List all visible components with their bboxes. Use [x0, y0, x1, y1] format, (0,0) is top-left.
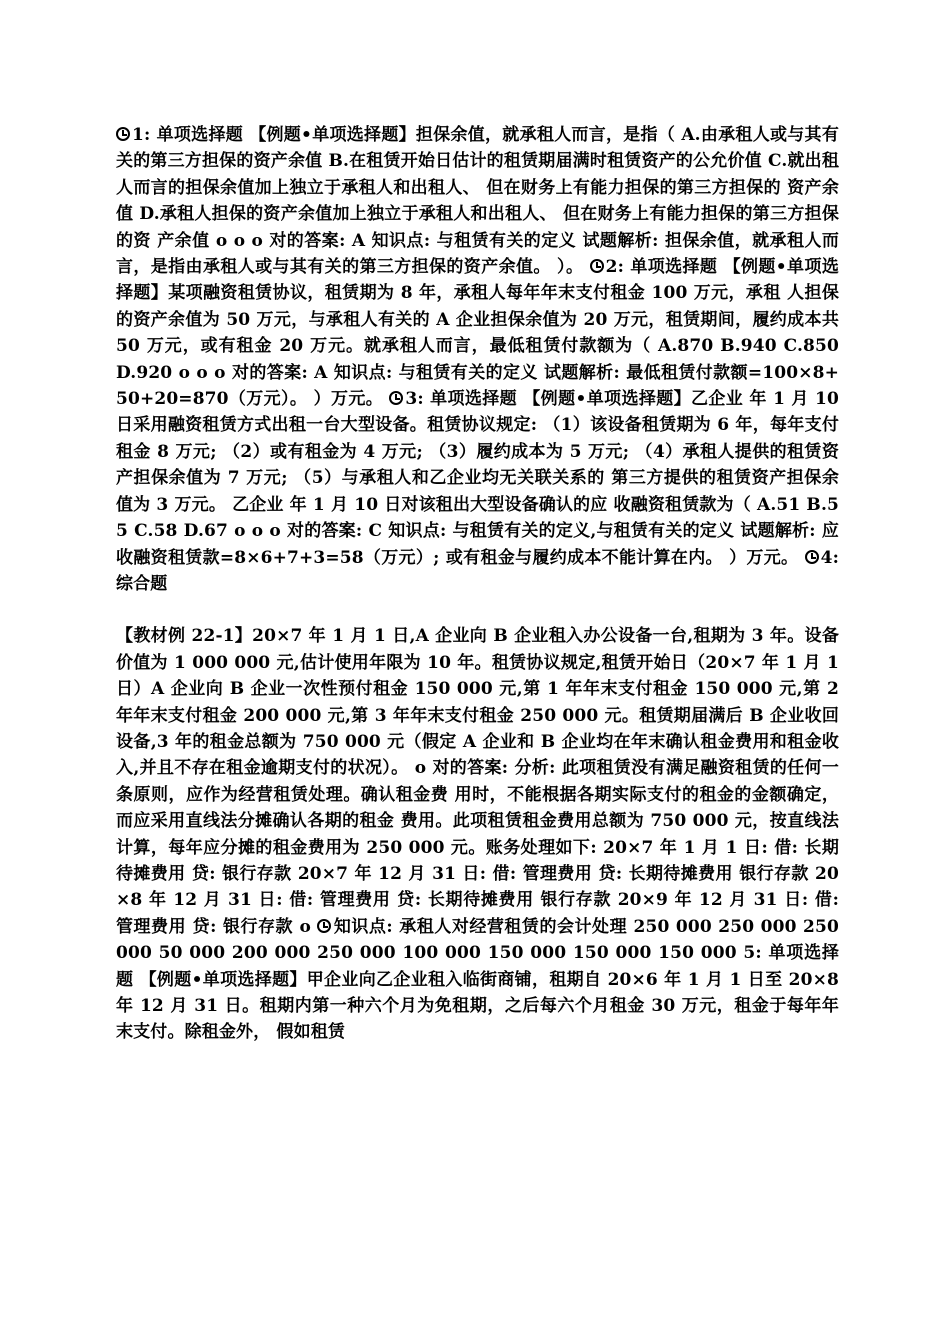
example-answer-and-question-5: 知识点: 承租人对经营租赁的会计处理 250 000 250 000 250 000 50 000 200 000 250 000 100 000 150 000 150 000 150 000 5: 单项选择题 【例题•单项选择题】甲企业向乙企业租入临街商铺，租期自 20×6 年 1 月 1 日至 20×8 年 12 月 31 日。租期内第一种六个月为免租期，之后每六个月租金 30 万元，租金于每年年末支付。除租金外， 假如租赁: [116, 916, 839, 1043]
questions-paragraph: [116, 122, 839, 597]
clock-icon: [389, 391, 403, 405]
question-3: 3: 单项选择题 【例题•单项选择题】乙企业 年 1 月 10 日采用融资租赁方式出租一台大型设备。租赁协议规定: （1）该设备租赁期为 6 年，每年支付租金 8 万元; （2）或有租金为 4 万元; （3）履约成本为 5 万元; （4）承租人提供的租赁资产担保余值为 7 万元; （5）与承租人和乙企业均无关联关系的 第三方提供的租赁资产担保余值为 3 万元。 乙企业 年 1 月 10 日对该租出大型设备确认的应 收融资租赁款为（ A.51 B.55 C.58 D.67 o o o 对的答案: C 知识点: 与租赁有关的定义,与租赁有关的定义 试题解析: 应收融资租赁款=8×6+7+3=58（万元）; 或有租金与履约成本不能计算在内。 ）万元。: [116, 389, 839, 568]
clock-icon: [317, 919, 331, 933]
question-1: 1: 单项选择题 【例题•单项选择题】担保余值，就承租人而言，是指（ A.由承租人或与其有关的第三方担保的资产余值 B.在租赁开始日估计的租赁期届满时租赁资产的公允价值 C.就出租人而言的担保余值加上独立于承租人和出租人、 但在财务上有能力担保的第三方担保的 资产余值 D.承租人担保的资产余值加上独立于承租人和出租人、 但在财务上有能力担保的第三方担保的资 产余值 o o o 对的答案: A 知识点: 与租赁有关的定义 试题解析: 担保余值，就承租人而言，是指由承租人或与其有关的第三方担保的资产余值。 ）。: [116, 125, 839, 278]
question-4: 4: 综合题: [116, 547, 839, 594]
paragraph-gap: [116, 597, 839, 623]
textbook-example-paragraph: [116, 623, 839, 1046]
clock-icon: [116, 127, 130, 141]
clock-icon: [805, 550, 819, 564]
clock-icon: [590, 259, 604, 273]
example-22-1-text: 【教材例 22-1】20×7 年 1 月 1 日,A 企业向 B 企业租入办公设备一台,租期为 3 年。设备价值为 1 000 000 元,估计使用年限为 10 年。租赁协议规定,租赁开始日（20×7 年 1 月 1 日）A 企业向 B 企业一次性预付租金 150 000 元,第 1 年年末支付租金 150 000 元,第 2 年年末支付租金 200 000 元,第 3 年年末支付租金 250 000 元。租赁期届满后 B 企业收回设备,3 年的租金总额为 750 000 元（假定 A 企业和 B 企业均在年末确认租金费用和租金收入,并且不存在租金逾期支付的状况）。 o 对的答案: 分析: 此项租赁没有满足融资租赁的任何一条原则，应作为经营租赁处理。确认租金费 用时，不能根据各期实际支付的租金的金额确定，而应采用直线法分摊确认各期的租金 费用。此项租赁租金费用总额为 750 000 元，按直线法计算，每年应分摊的租金费用为 250 000 元。账务处理如下: 20×7 年 1 月 1 日: 借: 长期待摊费用 贷: 银行存款 20×7 年 12 月 31 日: 借: 管理费用 贷: 长期待摊费用 银行存款 20×8 年 12 月 31 日: 借: 管理费用 贷: 长期待摊费用 银行存款 20×9 年 12 月 31 日: 借: 管理费用 贷: 银行存款 o: [116, 626, 839, 937]
question-2: 2: 单项选择题 【例题•单项选择题】某项融资租赁协议，租赁期为 8 年，承租人每年年末支付租金 100 万元，承租 人担保的资产余值为 50 万元，与承租人有关的 A 企业担保余值为 20 万元，租赁期间，履约成本共 50 万元，或有租金 20 万元。就承租人而言，最低租赁付款额为（ A.870 B.940 C.850 D.920 o o o 对的答案: A 知识点: 与租赁有关的定义 试题解析: 最低租赁付款额=100×8+50+20=870（万元）。 ）万元。: [116, 257, 839, 410]
document-page: [116, 122, 839, 1046]
